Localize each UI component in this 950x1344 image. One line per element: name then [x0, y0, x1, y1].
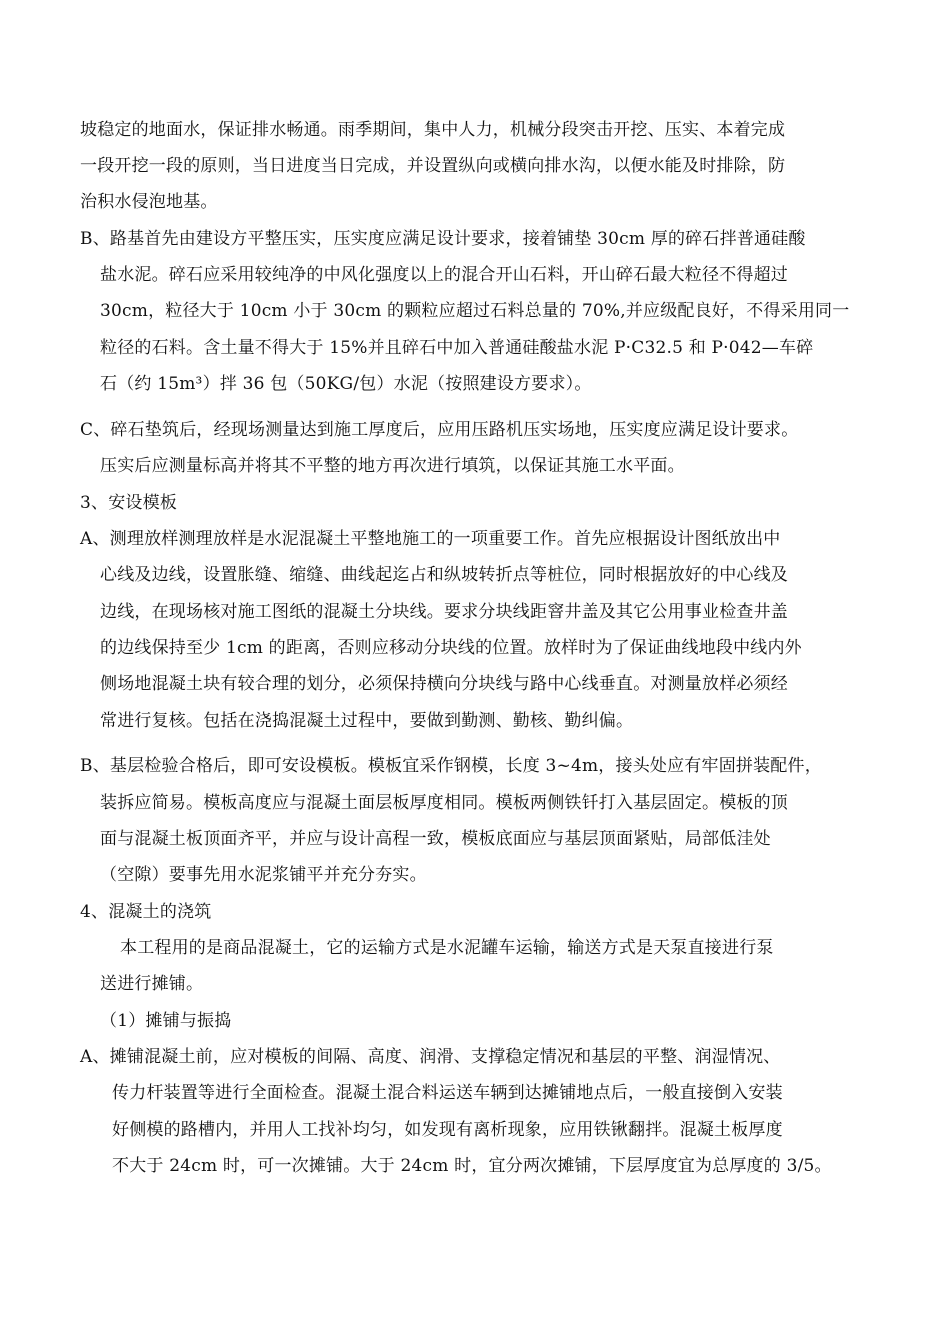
text-line: 30cm，粒径大于 10cm 小于 30cm 的颗粒应超过石料总量的 70%,并应级配良好，不得采用同一 [100, 301, 850, 321]
text-line: 边线，在现场核对施工图纸的混凝土分块线。要求分块线距窨井盖及其它公用事业检查井盖 [100, 602, 788, 622]
text-line: 治积水侵泡地基。 [80, 192, 218, 212]
text-line: 送进行摊铺。 [100, 974, 204, 994]
text-line: C、碎石垫筑后，经现场测量达到施工厚度后，应用压路机压实场地，压实度应满足设计要求。 [80, 420, 799, 440]
text-line: 的边线保持至少 1cm 的距离，否则应移动分块线的位置。放样时为了保证曲线地段中线内外 [100, 638, 802, 658]
text-line: 常进行复核。包括在浇捣混凝土过程中，要做到勤测、勤核、勤纠偏。 [100, 711, 634, 731]
text-line: 面与混凝土板顶面齐平，并应与设计高程一致，模板底面应与基层顶面紧贴，局部低洼处 [100, 829, 771, 849]
text-line: 不大于 24cm 时，可一次摊铺。大于 24cm 时，宜分两次摊铺，下层厚度宜为总厚度的 3/5。 [112, 1156, 832, 1176]
text-line: 心线及边线，设置胀缝、缩缝、曲线起迄占和纵坡转折点等桩位，同时根据放好的中心线及 [100, 565, 788, 585]
text-line: A、摊铺混凝土前，应对模板的间隔、高度、润滑、支撑稳定情况和基层的平整、润湿情况、 [80, 1047, 781, 1067]
text-line: B、路基首先由建设方平整压实，压实度应满足设计要求，接着铺垫 30cm 厚的碎石拌普通硅酸 [80, 229, 806, 249]
text-line: 坡稳定的地面水，保证排水畅通。雨季期间，集中人力，机械分段突击开挖、压实、本着完成 [80, 120, 786, 140]
text-line: B、基层检验合格后，即可安设模板。模板宜采作钢模，长度 3~4m，接头处应有牢固拼装配件， [80, 756, 822, 776]
text-line: 粒径的石料。含土量不得大于 15%并且碎石中加入普通硅酸盐水泥 P·C32.5 和 P·042—车碎 [100, 338, 814, 358]
text-line: 好侧模的路槽内，并用人工找补均匀，如发现有离析现象，应用铁锹翻拌。混凝土板厚度 [112, 1120, 783, 1140]
text-line: A、测理放样测理放样是水泥混凝土平整地施工的一项重要工作。首先应根据设计图纸放出中 [80, 529, 781, 549]
text-line: 传力杆装置等进行全面检查。混凝土混合料运送车辆到达摊铺地点后，一般直接倒入安装 [112, 1083, 783, 1103]
text-line: 本工程用的是商品混凝土，它的运输方式是水泥罐车运输，输送方式是天泵直接进行泵 [120, 938, 774, 958]
text-line: （空隙）要事先用水泥浆铺平并充分夯实。 [100, 865, 427, 885]
text-line: 侧场地混凝土块有较合理的划分，必须保持横向分块线与路中心线垂直。对测量放样必须经 [100, 674, 788, 694]
section-heading: 3、安设模板 [80, 493, 178, 513]
section-heading: 4、混凝土的浇筑 [80, 902, 212, 922]
subsection-heading: （1）摊铺与振捣 [100, 1011, 232, 1031]
text-line: 压实后应测量标高并将其不平整的地方再次进行填筑，以保证其施工水平面。 [100, 456, 685, 476]
text-line: 石（约 15m³）拌 36 包（50KG/包）水泥（按照建设方要求）。 [100, 374, 592, 394]
text-line: 盐水泥。碎石应采用较纯净的中风化强度以上的混合开山石料，开山碎石最大粒径不得超过 [100, 265, 788, 285]
text-line: 装拆应简易。模板高度应与混凝土面层板厚度相同。模板两侧铁钎打入基层固定。模板的顶 [100, 793, 788, 813]
text-line: 一段开挖一段的原则，当日进度当日完成，并设置纵向或横向排水沟，以便水能及时排除，防 [80, 156, 786, 176]
